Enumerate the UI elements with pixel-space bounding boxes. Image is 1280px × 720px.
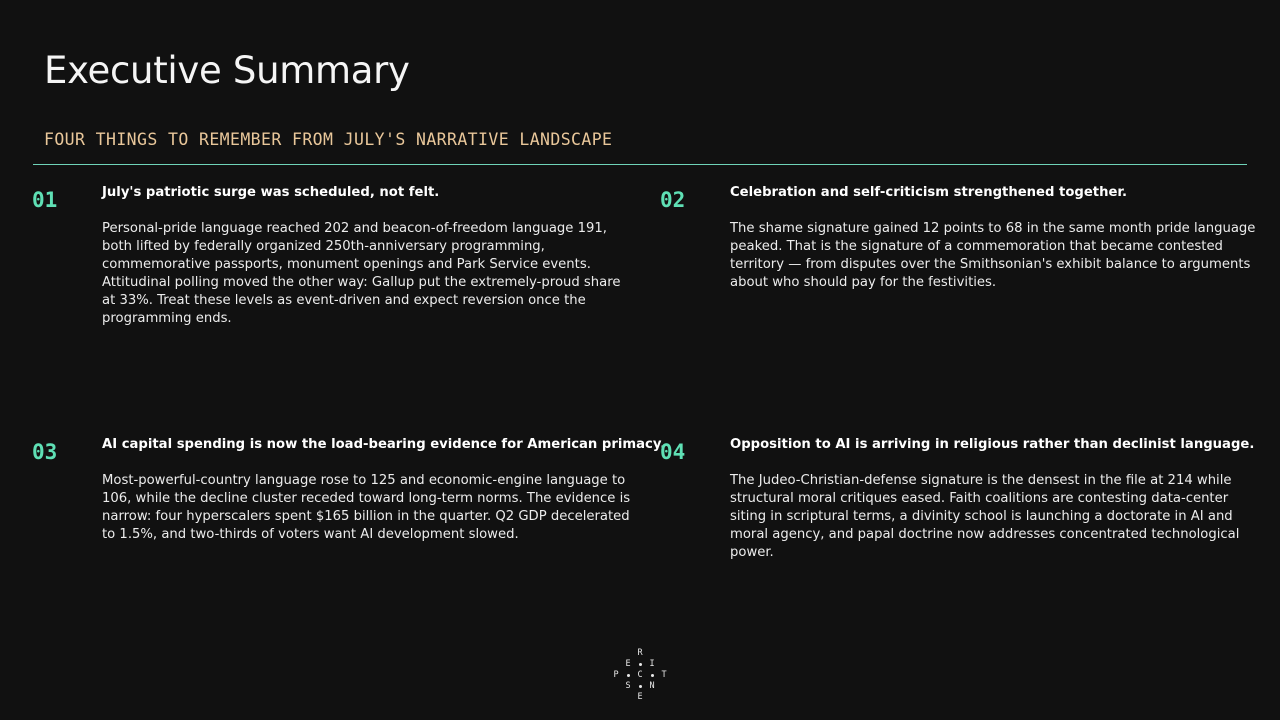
finding-4: [660, 436, 1260, 562]
logo-letter: S: [625, 681, 631, 691]
logo-letter: T: [661, 670, 667, 680]
finding-number: 03: [32, 440, 58, 464]
finding-number: 01: [32, 188, 58, 212]
finding-body: The shame signature gained 12 points to 68 in the same month pride language peaked. That is the signature of a commemoration that became contested territory — from disputes over the Smithsonian's exhibit balance to arguments about who should pay for the festivities.: [730, 221, 1256, 290]
finding-body: Most-powerful-country language rose to 125 and economic-engine language to 106, while the decline cluster receded toward long-term norms. The evidence is narrow: four hyperscalers spent $165 billion in the quarter. Q2 GDP decelerated to 1.5%, and two-thirds of voters want AI development slowed.: [102, 473, 631, 542]
finding-number: 02: [660, 188, 686, 212]
finding-heading: July's patriotic surge was scheduled, not felt.: [102, 185, 440, 200]
logo-letter: R: [637, 648, 643, 658]
page-title: Executive Summary: [44, 49, 410, 92]
header-divider: [33, 164, 1247, 165]
logo-letter: I: [649, 659, 655, 669]
page-subtitle: FOUR THINGS TO REMEMBER FROM JULY'S NARRATIVE LANDSCAPE: [44, 130, 613, 149]
logo-dot: [639, 685, 642, 688]
finding-heading: Celebration and self-criticism strengthened together.: [730, 185, 1128, 200]
logo-letter: C: [637, 670, 643, 680]
finding-heading: AI capital spending is now the load-bearing evidence for American primacy.: [102, 437, 666, 452]
finding-heading: Opposition to AI is arriving in religious rather than declinist language.: [730, 437, 1255, 452]
brand-logo: [610, 646, 670, 702]
logo-letter: P: [613, 670, 619, 680]
finding-2: [660, 184, 1260, 292]
finding-1: [32, 184, 632, 328]
finding-number: 04: [660, 440, 686, 464]
logo-dot: [651, 674, 654, 677]
logo-dot: [627, 674, 630, 677]
logo-letter: E: [625, 659, 631, 669]
finding-body: The Judeo-Christian-defense signature is the densest in the file at 214 while structural moral critiques eased. Faith coalitions are contesting data-center siting in scriptural terms, a divinity school is launching a doctorate in AI and moral agency, and papal doctrine now addresses concentrated technological power.: [730, 473, 1240, 560]
logo-dot: [639, 663, 642, 666]
finding-body: Personal-pride language reached 202 and beacon-of-freedom language 191, both lifted by federally organized 250th-anniversary programming, commemorative passports, monument openings and Park Service events. Attitudinal polling moved the other way: Gallup put the extremely-proud share at 33%. Treat these levels as event-driven and expect reversion once the programming ends.: [102, 221, 621, 326]
finding-3: [32, 436, 666, 544]
logo-letter: E: [637, 692, 643, 702]
logo-letter: N: [649, 681, 655, 691]
